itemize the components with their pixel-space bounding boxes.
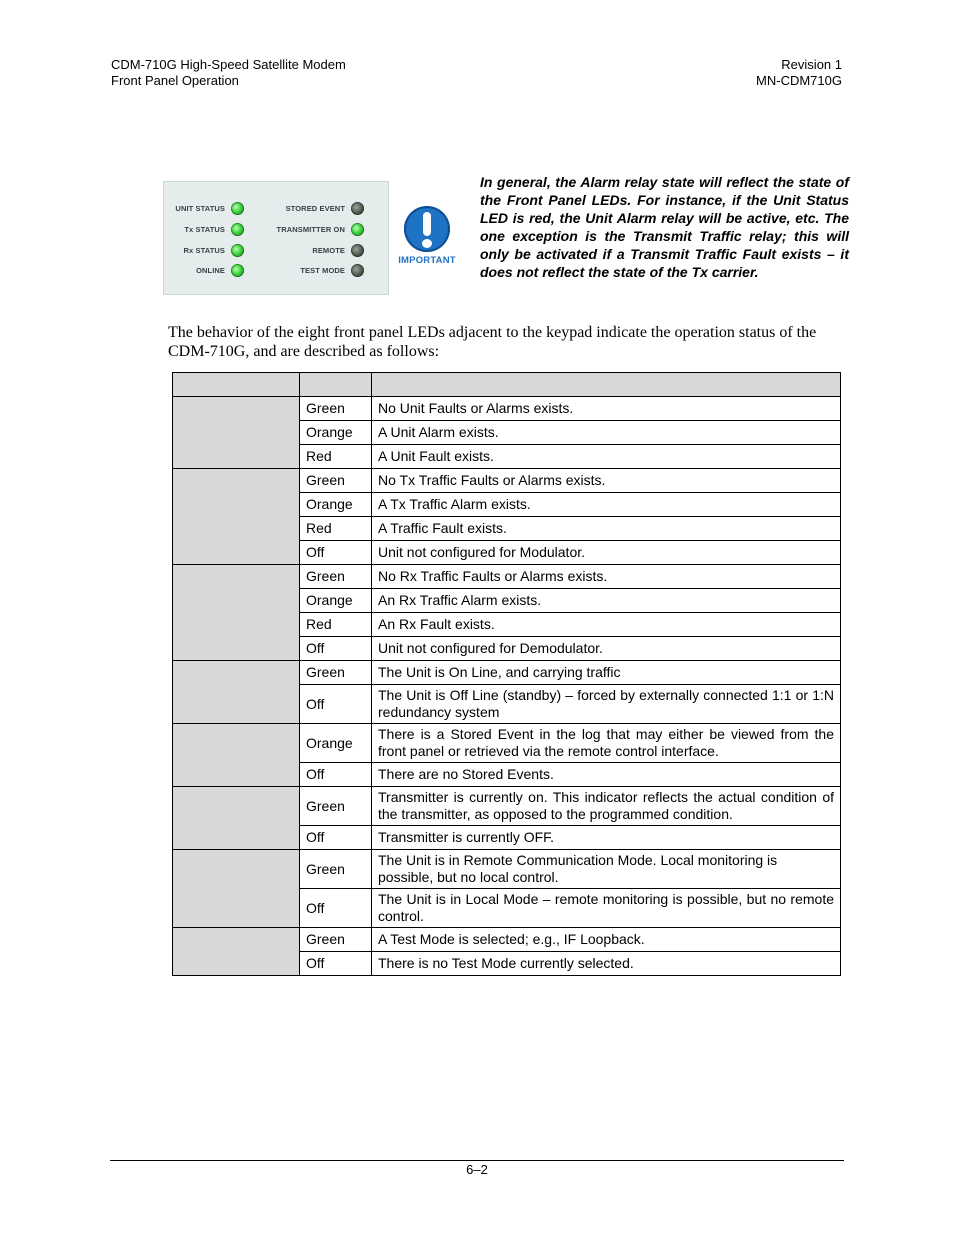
led-meaning-cell: No Tx Traffic Faults or Alarms exists. [372,469,841,493]
led-status-table [172,372,841,976]
led-name-cell [173,787,300,850]
front-panel-led-image [163,181,389,295]
off-led-icon [351,244,364,257]
led-meaning-cell: A Unit Fault exists. [372,445,841,469]
table-row [173,565,841,589]
led-meaning-cell: A Test Mode is selected; e.g., IF Loopback. [372,928,841,952]
panel-led-remote [244,242,364,258]
led-meaning-cell: An Rx Fault exists. [372,613,841,637]
led-meaning-cell: Transmitter is currently OFF. [372,826,841,850]
table-row [173,724,841,763]
panel-led-label: REMOTE [312,245,345,255]
panel-led-transmitter-on [244,221,364,237]
led-name-cell [173,397,300,469]
led-condition-cell: Off [300,685,372,724]
panel-led-label: TEST MODE [300,265,345,275]
green-led-icon [351,223,364,236]
led-name-cell [173,565,300,661]
column-header-condition [300,373,372,397]
column-header-led [173,373,300,397]
led-condition-cell: Green [300,661,372,685]
table-row [173,397,841,421]
panel-led-tx-status [164,221,244,237]
important-label: IMPORTANT [398,255,456,266]
led-condition-cell: Off [300,889,372,928]
led-condition-cell: Off [300,763,372,787]
led-condition-cell: Off [300,637,372,661]
off-led-icon [351,202,364,215]
led-condition-cell: Green [300,850,372,889]
led-meaning-cell: There are no Stored Events. [372,763,841,787]
led-meaning-cell: There is a Stored Event in the log that may either be viewed from the front panel or retrieved via the remote control interface. [372,724,841,763]
panel-led-label: Rx STATUS [183,245,225,255]
led-meaning-cell: Unit not configured for Demodulator. [372,637,841,661]
off-led-icon [351,264,364,277]
footer-divider [110,1160,844,1161]
led-condition-cell: Green [300,565,372,589]
column-header-meaning [372,373,841,397]
led-condition-cell: Off [300,826,372,850]
section-title: Front Panel Operation [111,73,239,88]
led-meaning-cell: No Unit Faults or Alarms exists. [372,397,841,421]
important-icon [394,206,460,268]
led-condition-cell: Green [300,787,372,826]
panel-led-label: Tx STATUS [184,224,225,234]
panel-led-rx-status [164,242,244,258]
table-header-row [173,373,841,397]
exclamation-icon [404,206,450,252]
led-condition-cell: Red [300,445,372,469]
led-name-cell [173,469,300,565]
intro-paragraph: The behavior of the eight front panel LEDs adjacent to the keypad indicate the operation status of the CDM-710G, and are described as follows: [168,324,817,360]
led-meaning-cell: A Traffic Fault exists. [372,517,841,541]
led-name-cell [173,928,300,976]
panel-led-stored-event [244,200,364,216]
green-led-icon [231,202,244,215]
panel-led-unit-status [164,200,244,216]
table-row [173,850,841,889]
document-number: MN-CDM710G [756,73,842,88]
led-meaning-cell: There is no Test Mode currently selected. [372,952,841,976]
panel-led-label: TRANSMITTER ON [276,224,345,234]
led-meaning-cell: An Rx Traffic Alarm exists. [372,589,841,613]
led-name-cell [173,850,300,928]
panel-led-online [164,262,244,278]
page-header-left [111,57,346,89]
panel-led-label: UNIT STATUS [175,203,225,213]
table-row [173,661,841,685]
led-condition-cell: Red [300,613,372,637]
led-meaning-cell: The Unit is in Local Mode – remote monitoring is possible, but no remote control. [372,889,841,928]
led-condition-cell: Green [300,928,372,952]
revision-label: Revision 1 [781,57,842,72]
page-number: 6–2 [466,1162,488,1177]
panel-led-label: ONLINE [196,265,225,275]
green-led-icon [231,244,244,257]
led-meaning-cell: A Unit Alarm exists. [372,421,841,445]
led-condition-cell: Red [300,517,372,541]
led-condition-cell: Green [300,469,372,493]
led-condition-cell: Off [300,952,372,976]
led-meaning-cell: The Unit is in Remote Communication Mode. Local monitoring is possible, but no local control. [372,850,841,889]
table-row [173,469,841,493]
led-name-cell [173,724,300,787]
panel-led-test-mode [244,262,364,278]
important-note: In general, the Alarm relay state will reflect the state of the Front Panel LEDs. For instance, if the Unit Status LED is red, the Unit Alarm relay will be active, etc. The one exception is the Transmit Traffic relay; this will only be activated if a Transmit Traffic Fault exists – it does not reflect the state of the Tx carrier. [480,174,849,280]
led-condition-cell: Orange [300,589,372,613]
led-condition-cell: Green [300,397,372,421]
table-row [173,928,841,952]
led-condition-cell: Orange [300,421,372,445]
panel-led-label: STORED EVENT [285,203,345,213]
led-meaning-cell: Unit not configured for Modulator. [372,541,841,565]
led-meaning-cell: Transmitter is currently on. This indicator reflects the actual condition of the transmitter, as opposed to the programmed condition. [372,787,841,826]
led-meaning-cell: No Rx Traffic Faults or Alarms exists. [372,565,841,589]
led-name-cell [173,661,300,724]
page-header-right [756,57,842,89]
led-meaning-cell: The Unit is On Line, and carrying traffic [372,661,841,685]
green-led-icon [231,264,244,277]
document-title: CDM-710G High-Speed Satellite Modem [111,57,346,72]
table-row [173,787,841,826]
green-led-icon [231,223,244,236]
led-condition-cell: Orange [300,724,372,763]
led-meaning-cell: A Tx Traffic Alarm exists. [372,493,841,517]
led-condition-cell: Orange [300,493,372,517]
led-meaning-cell: The Unit is Off Line (standby) – forced by externally connected 1:1 or 1:N redundancy system [372,685,841,724]
led-condition-cell: Off [300,541,372,565]
